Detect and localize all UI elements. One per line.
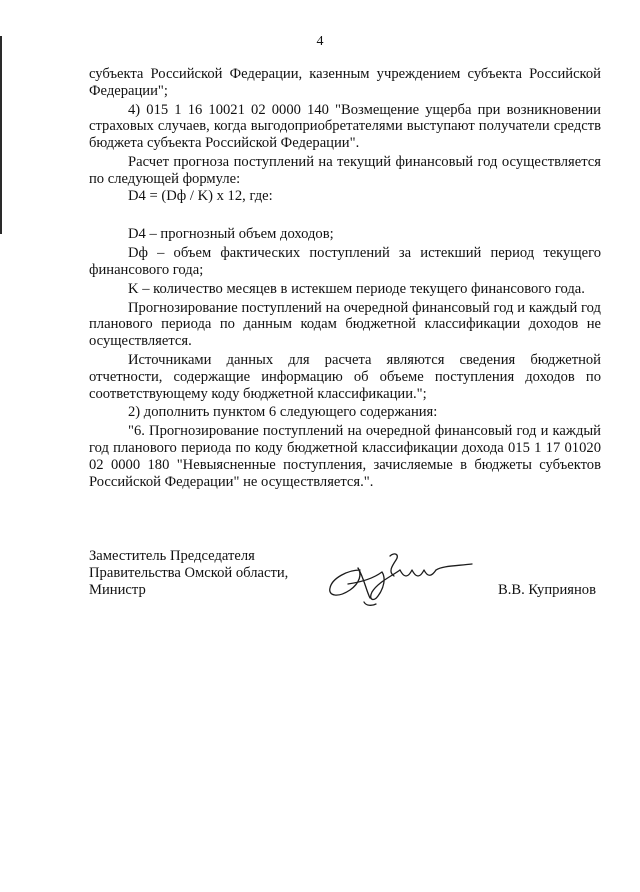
document-body bbox=[89, 66, 601, 490]
signatory-title-line: Правительства Омской области, bbox=[89, 565, 289, 581]
paragraph-point-6: "6. Прогнозирование поступлений на очередной финансовый год и каждый год планового периода по коду бюджетной классификации дохода 015 1 17 01020 02 0000 180 "Невыясненные поступления, зачисляемые в бюджеты субъектов Российской Федерации" не осуществляется.". bbox=[89, 423, 601, 490]
signatory-name: В.В. Куприянов bbox=[498, 582, 596, 598]
definition-d4: D4 – прогнозный объем доходов; bbox=[128, 226, 334, 243]
paragraph-amendment: 2) дополнить пунктом 6 следующего содержания: bbox=[128, 404, 438, 421]
handwritten-signature bbox=[318, 548, 478, 610]
page-number: 4 bbox=[316, 34, 324, 49]
definition-k: K – количество месяцев в истекшем периоде текущего финансового года. bbox=[128, 280, 585, 297]
definition-df: Dф – объем фактических поступлений за истекший период текущего финансового года; bbox=[89, 245, 601, 278]
formula: D4 = (Dф / K) x 12, где: bbox=[128, 187, 273, 204]
paragraph-forecast-intro: Расчет прогноза поступлений на текущий финансовый год осуществляется по следующей формуле: bbox=[89, 153, 601, 187]
paragraph-item-4: 4) 015 1 16 10021 02 0000 140 "Возмещение ущерба при возникновении страховых случаев, когда выгодоприобретателями выступают получатели средств бюджета субъекта Российской Федерации". bbox=[89, 101, 601, 152]
paragraph-no-forecast: Прогнозирование поступлений на очередной финансовый год и каждый год планового периода по данным кодам бюджетной классификации доходов не осуществляется. bbox=[89, 299, 601, 350]
signatory-title-line: Заместитель Председателя bbox=[89, 548, 255, 564]
page-edge-mark bbox=[0, 36, 2, 234]
signatory-title bbox=[89, 548, 288, 599]
paragraph-continuation: субъекта Российской Федерации, казенным учреждением субъекта Российской Федерации"; bbox=[89, 66, 601, 99]
signatory-title-line: Министр bbox=[89, 582, 146, 598]
paragraph-data-sources: Источниками данных для расчета являются сведения бюджетной отчетности, содержащие информацию об объеме поступления доходов по соответствующему коду бюджетной классификации."; bbox=[89, 351, 601, 402]
